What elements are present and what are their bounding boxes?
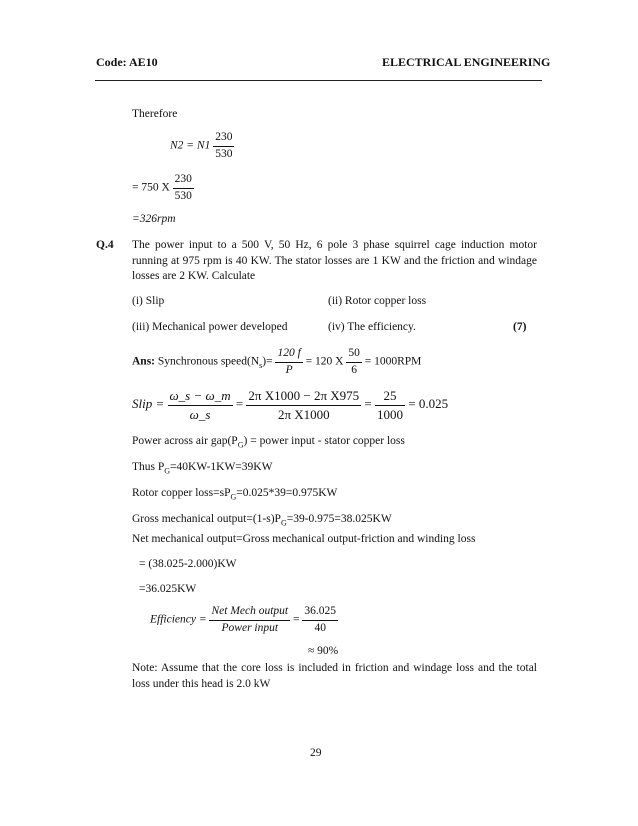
fraction-numerator: 36.025 [302,604,338,621]
fraction-numerator: 230 [173,172,194,189]
sync-speed-subscript: s [259,360,263,370]
fraction-numerator: 230 [213,130,234,147]
fraction-denominator: 2π X1000 [277,406,330,422]
answer-label: Ans: [132,355,156,368]
efficiency-approx: ≈ 90% [308,645,339,657]
line-text: ) = power input - stator copper loss [243,435,405,447]
sync-speed-equals: )= [262,355,273,368]
fraction-numerator: 120 f [275,346,302,363]
line-text: Power across air gap(P [132,435,238,447]
page-number: 29 [310,747,322,759]
equation-n2-fraction [213,130,234,162]
fraction-denominator: 40 [314,621,326,634]
slip-fraction-2 [246,387,361,423]
header-code: Code: AE10 [96,55,158,69]
fraction-numerator: 50 [346,346,362,363]
slip-fraction-3 [375,387,405,423]
header-subject: ELECTRICAL ENGINEERING [382,55,551,69]
fraction-denominator: 1000 [377,406,404,422]
option-rotor-copper-loss: (ii) Rotor copper loss [328,295,427,307]
efficiency-equation: Efficiency = $\frac{\text{Net Mech output}}{\text{Power input}}$ = $\frac{36.025}{40}$ [150,604,338,636]
fraction-denominator: P [285,363,293,376]
sync-speed-label: Synchronous speed(N [157,355,260,368]
slip-fraction-1 [168,387,233,423]
net-output-result: =36.025KW [139,583,197,595]
line-subscript: G [237,440,244,450]
air-gap-power-line [132,434,405,451]
equation-750 [132,172,194,204]
thus-pg-line [132,460,272,477]
question-text: The power input to a 500 V, 50 Hz, 6 pole 3 phase squirrel cage induction motor running at 975 rpm is 40 KW. The stator losses are 1 KW and the friction and windage losses are 2 KW. Calculate [132,239,537,283]
question-number: Q.4 [96,239,114,251]
fraction-numerator: 2π X1000 − 2π X975 [246,387,361,406]
line-text: =0.025*39=0.975KW [236,487,338,499]
line-text: Gross mechanical output=(1-s)P [132,513,281,525]
equation-750-lhs: = 750 X [132,181,170,194]
equation-750-fraction [173,172,194,204]
slip-equation: Slip = $\frac{\omega\_s - \omega\_m}{\omega\_s}$ = $\frac{\text{2π X1000 − 2π X975}}{\text{2π X1000}}$ = $\frac{25}{1000}$ = 0.025 [132,388,449,422]
sync-speed-result: = 1000RPM [364,355,422,368]
efficiency-fraction-1 [209,604,290,636]
efficiency-lhs: Efficiency = [150,613,207,626]
efficiency-fraction-2 [302,604,338,636]
line-subscript: G [164,466,171,476]
therefore-text: Therefore [132,108,178,120]
option-efficiency: (iv) The efficiency. [328,321,416,333]
option-mechanical-power: (iii) Mechanical power developed [132,321,288,333]
line-text: =40KW-1KW=39KW [170,461,273,473]
line-subscript: G [280,518,287,528]
fraction-denominator: 530 [215,147,233,160]
line-text: =39-0.975=38.025KW [286,513,392,525]
gross-mechanical-output-line [132,512,392,529]
fraction-denominator: 530 [174,189,192,202]
fraction-numerator: ω_s − ω_m [168,387,233,406]
question-marks: (7) [513,321,527,333]
note-text: Note: Assume that the core loss is included in friction and windage loss and the total loss under this head is 2.0 kW [132,662,537,690]
sync-speed-fraction-2 [346,346,362,378]
sync-speed-mid: = 120 X [305,355,344,368]
fraction-denominator: ω_s [189,406,211,422]
synchronous-speed-equation [132,346,421,378]
fraction-denominator: 6 [351,363,357,376]
rotor-copper-loss-line [132,486,337,503]
fraction-denominator: Power input [221,621,279,634]
equation-n2 [170,130,234,162]
fraction-numerator: Net Mech output [209,604,290,621]
header-rule [95,80,542,81]
sync-speed-fraction-1 [275,346,302,378]
line-text: Rotor copper loss=sP [132,487,231,499]
equation-n2-lhs: N2 = N1 [170,139,211,152]
line-subscript: G [230,492,237,502]
fraction-numerator: 25 [375,387,405,406]
line-text: Thus P [132,461,165,473]
net-output-subtraction: = (38.025-2.000)KW [139,558,237,570]
option-slip: (i) Slip [132,295,165,307]
slip-lhs: Slip = [132,396,165,412]
slip-result: = 0.025 [408,396,449,412]
equation-result-rpm: =326rpm [132,213,176,225]
net-mechanical-output-line: Net mechanical output=Gross mechanical output-friction and winding loss [132,533,476,545]
